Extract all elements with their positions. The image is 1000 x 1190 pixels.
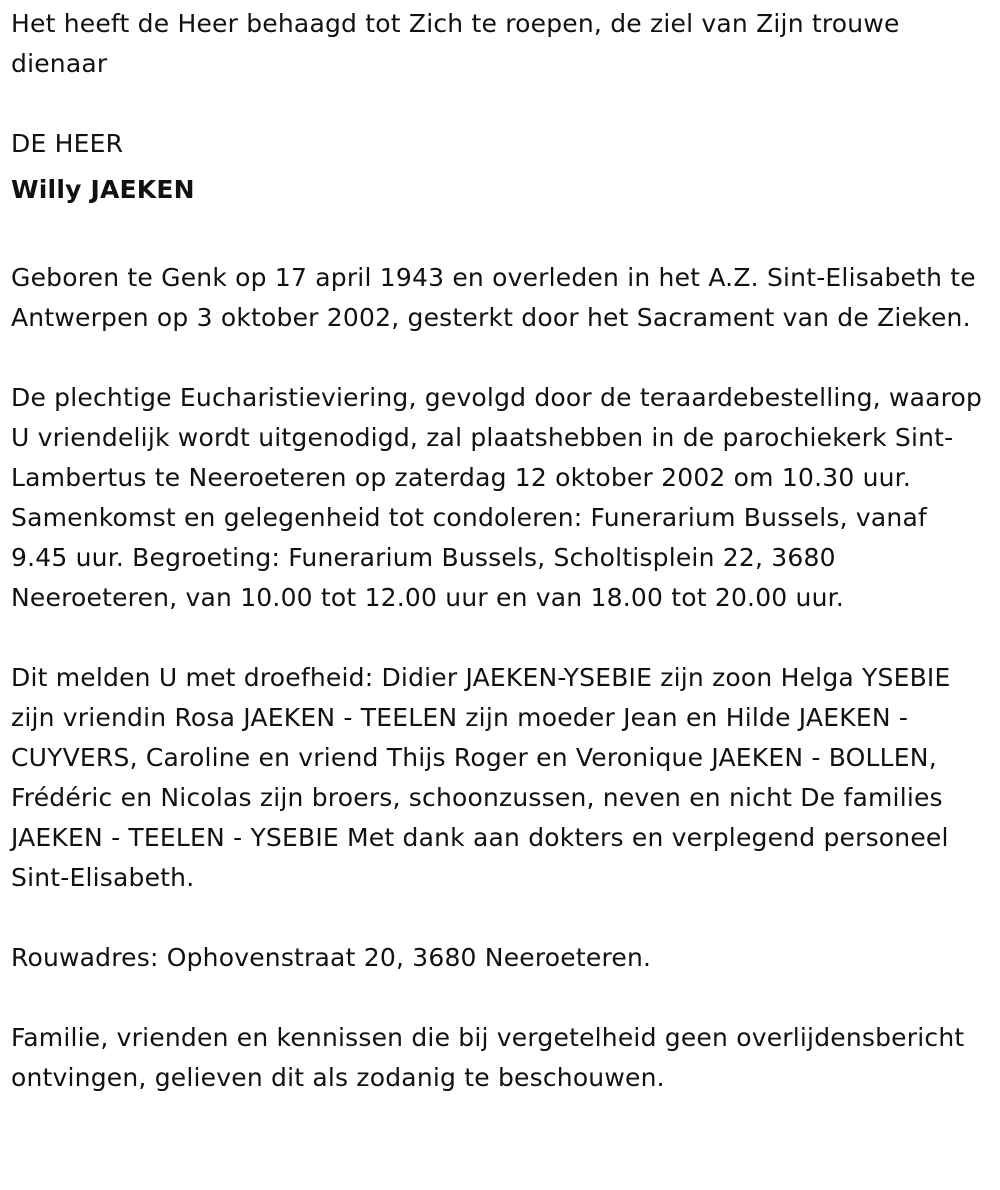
birth-death-paragraph: Geboren te Genk op 17 april 1943 en overleden in het A.Z. Sint-Elisabeth te Antwerpen op 3 oktober 2002, gesterkt door het Sacrament van de Zieken.	[11, 263, 976, 332]
deceased-name: Willy JAEKEN	[11, 175, 195, 204]
ceremony-paragraph: De plechtige Eucharistieviering, gevolgd door de teraardebestelling, waarop U vriendelijk wordt uitgenodigd, zal plaatshebben in de parochiekerk Sint-Lambertus te Neeroeteren op zaterdag 12 oktober 2002 om 10.30 uur. Samenkomst en gelegenheid tot condoleren: Funerarium Bussels, vanaf 9.45 uur. Begroeting: Funerarium Bussels, Scholtisplein 22, 3680 Neeroeteren, van 10.00 tot 12.00 uur en van 18.00 tot 20.00 uur.	[11, 383, 983, 612]
honorific-title: DE HEER	[11, 129, 124, 158]
family-announcement-paragraph: Dit melden U met droefheid: Didier JAEKEN-YSEBIE zijn zoon Helga YSEBIE zijn vriendin Rosa JAEKEN - TEELEN zijn moeder Jean en Hilde JAEKEN - CUYVERS, Caroline en vriend Thijs Roger en Veronique JAEKEN - BOLLEN, Frédéric en Nicolas zijn broers, schoonzussen, neven en nicht De families JAEKEN - TEELEN - YSEBIE Met dank aan dokters en verplegend personeel Sint-Elisabeth.	[11, 663, 951, 892]
mourning-address: Rouwadres: Ophovenstraat 20, 3680 Neeroeteren.	[11, 943, 652, 972]
obituary-notice	[11, 4, 991, 1098]
closing-paragraph: Familie, vrienden en kennissen die bij vergetelheid geen overlijdensbericht ontvingen, gelieven dit als zodanig te beschouwen.	[11, 1023, 965, 1092]
intro-text: Het heeft de Heer behaagd tot Zich te roepen, de ziel van Zijn trouwe dienaar	[11, 9, 900, 78]
